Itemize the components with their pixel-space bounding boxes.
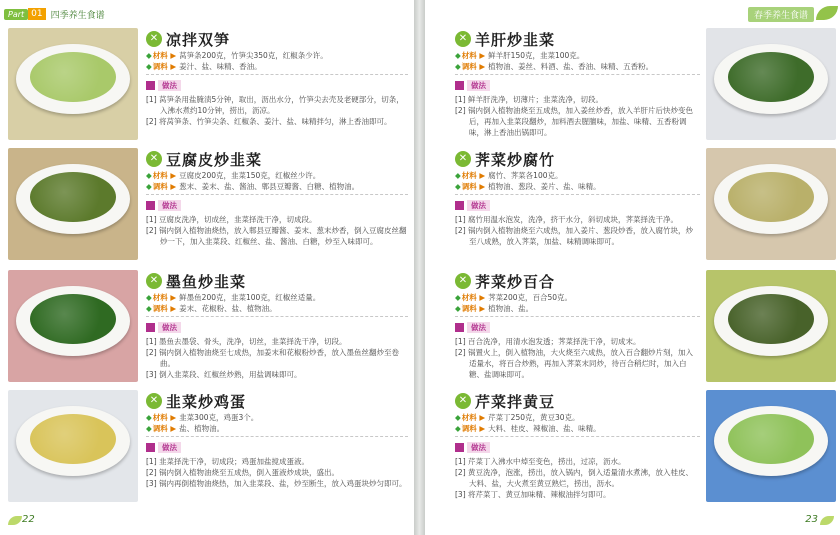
- seasonings-label: 调料: [152, 182, 168, 191]
- seasonings-text: 大料、桂皮、辣椒油、盐、味精。: [488, 424, 601, 433]
- divider: [146, 74, 408, 75]
- dish-photo: [8, 270, 138, 382]
- seasonings-label: 调料: [461, 62, 477, 71]
- dish-title-row: [455, 148, 700, 170]
- recipe-card: [8, 270, 408, 388]
- seasonings-line: [146, 303, 408, 314]
- method-label: 做法: [467, 200, 490, 211]
- food: [728, 414, 814, 464]
- materials-label: 材料: [461, 413, 477, 422]
- bullet-icon: ◆: [455, 51, 461, 60]
- fork-knife-icon: ✕: [455, 393, 471, 409]
- fork-knife-icon: ✕: [455, 31, 471, 47]
- materials-label: 材料: [152, 171, 168, 180]
- materials-tag: ◆材料 ▶: [146, 293, 177, 302]
- bullet-icon: ◆: [146, 413, 152, 422]
- recipe-text: [455, 390, 700, 500]
- dish-photo: [706, 148, 836, 260]
- divider: [455, 194, 700, 195]
- method-icon: [455, 443, 464, 452]
- seasonings-tag: ◆调料 ▶: [146, 62, 177, 71]
- food: [30, 414, 116, 464]
- dish-name: 羊肝炒韭菜: [475, 30, 556, 49]
- recipe-step: [3] 倒入韭菜段、红椒丝炒熟，用盐调味即可。: [146, 370, 302, 379]
- fork-knife-icon: ✕: [146, 393, 162, 409]
- recipe-step: [2] 锅置火上，倒入植物油，大火烧至六成热，放入百合翻炒片刻，加入适量水，将百合炒熟，再加入荠菜末同炒，待百合稍烂时，加入白糖、盐调味即可。: [455, 348, 694, 379]
- seasonings-line: [455, 423, 700, 434]
- recipe-step: [2] 锅内倒入植物油烧至六成热，加入姜片、葱段炒香，放入腐竹块，炒至八成熟，放入荠菜，加盐、味精调味即可。: [455, 226, 694, 246]
- dish-title-row: [455, 390, 700, 412]
- dish-photo: [8, 28, 138, 140]
- materials-label: 材料: [461, 171, 477, 180]
- seasonings-tag: ◆调料 ▶: [455, 62, 486, 71]
- method-label: 做法: [158, 442, 181, 453]
- method-icon: [455, 81, 464, 90]
- method-tag: [455, 442, 490, 453]
- seasonings-line: [146, 423, 408, 434]
- recipe-text: [455, 270, 700, 380]
- fork-knife-icon: ✕: [146, 151, 162, 167]
- part-number: 01: [28, 8, 45, 20]
- seasonings-line: [146, 181, 408, 192]
- book-gutter: [414, 0, 425, 535]
- seasonings-tag: ◆调料 ▶: [455, 424, 486, 433]
- materials-line: [146, 170, 408, 181]
- section-title: 四季养生食谱: [50, 10, 105, 21]
- materials-tag: ◆材料 ▶: [455, 293, 486, 302]
- divider: [146, 436, 408, 437]
- recipe-card: [455, 270, 836, 388]
- materials-text: 鲜羊肝150克，韭菜100克。: [488, 51, 585, 60]
- bullet-icon: ◆: [455, 304, 461, 313]
- materials-tag: ◆材料 ▶: [455, 413, 486, 422]
- recipe-step: [1] 芹菜丁入沸水中焯至变色，捞出，过凉，沥水。: [455, 457, 626, 466]
- leaf-icon: [816, 6, 838, 20]
- recipe-step: [1] 墨鱼去墨袋、骨头，洗净，切丝，韭菜择洗干净，切段。: [146, 337, 347, 346]
- part-label: Part: [4, 9, 28, 20]
- seasonings-text: 姜末、花椒粉、盐、植物油。: [179, 304, 277, 313]
- seasonings-label: 调料: [461, 182, 477, 191]
- section-title: 春季养生食谱: [748, 7, 814, 22]
- method-label: 做法: [467, 322, 490, 333]
- bullet-icon: ◆: [146, 171, 152, 180]
- method-label: 做法: [158, 322, 181, 333]
- bullet-icon: ◆: [455, 182, 461, 191]
- recipe-text: [455, 28, 700, 138]
- materials-text: 鲜墨鱼200克，韭菜100克，红椒丝适量。: [179, 293, 321, 302]
- divider: [455, 74, 700, 75]
- dish-title-row: [146, 270, 408, 292]
- recipe-step: [1] 鲜羊肝洗净，切薄片；韭菜洗净，切段。: [455, 95, 604, 104]
- dish-name: 墨鱼炒韭菜: [166, 272, 247, 291]
- recipe-card: [8, 390, 408, 508]
- materials-text: 腐竹、荠菜各100克。: [488, 171, 563, 180]
- bullet-icon: ◆: [455, 62, 461, 71]
- seasonings-text: 葱末、姜末、盐、酱油、郫县豆瓣酱、白糖、植物油。: [179, 182, 360, 191]
- recipe-step: [2] 将莴笋条、竹笋尖条、红椒条、姜汁、盐、味精拌匀，淋上香油即可。: [146, 117, 392, 126]
- materials-line: [146, 412, 408, 423]
- leaf-icon: [820, 516, 834, 525]
- recipe-card: [455, 28, 836, 146]
- food: [30, 52, 116, 102]
- materials-tag: ◆材料 ▶: [455, 51, 486, 60]
- method-icon: [146, 323, 155, 332]
- right-page: [425, 0, 840, 535]
- divider: [146, 316, 408, 317]
- method-icon: [146, 81, 155, 90]
- materials-label: 材料: [152, 51, 168, 60]
- seasonings-label: 调料: [152, 304, 168, 313]
- recipe-card: [455, 390, 836, 508]
- method-tag: [455, 200, 490, 211]
- materials-tag: ◆材料 ▶: [146, 171, 177, 180]
- food: [728, 172, 814, 222]
- materials-text: 芹菜丁250克，黄豆30克。: [488, 413, 580, 422]
- seasonings-line: [455, 181, 700, 192]
- food: [30, 294, 116, 344]
- method-icon: [146, 201, 155, 210]
- recipe-text: [146, 390, 408, 489]
- recipe-step: [2] 黄豆洗净，泡涨，捞出，放入锅内，倒入适量清水煮沸，放入桂皮、大料、盐，大火煮至黄豆熟烂，捞出，沥水。: [455, 468, 694, 488]
- dish-title-row: [146, 28, 408, 50]
- dish-name: 荠菜炒百合: [475, 272, 556, 291]
- materials-text: 莴笋条200克，竹笋尖350克，红椒条少许。: [179, 51, 328, 60]
- seasonings-tag: ◆调料 ▶: [146, 304, 177, 313]
- dish-name: 豆腐皮炒韭菜: [166, 150, 263, 169]
- dish-title-row: [455, 270, 700, 292]
- fork-knife-icon: ✕: [455, 151, 471, 167]
- seasonings-text: 植物油、葱段、姜片、盐、味精。: [488, 182, 601, 191]
- method-icon: [146, 443, 155, 452]
- materials-line: [146, 50, 408, 61]
- method-label: 做法: [467, 80, 490, 91]
- seasonings-line: [146, 61, 408, 72]
- recipe-text: [455, 148, 700, 247]
- seasonings-tag: ◆调料 ▶: [455, 304, 486, 313]
- seasonings-label: 调料: [461, 424, 477, 433]
- seasonings-label: 调料: [152, 62, 168, 71]
- seasonings-text: 植物油、姜丝、料酒、盐、香油、味精、五香粉。: [488, 62, 654, 71]
- page-number: 23: [805, 514, 818, 525]
- recipe-step: [1] 百合洗净，用清水泡发透；荠菜择洗干净，切成末。: [455, 337, 641, 346]
- fork-knife-icon: ✕: [146, 31, 162, 47]
- method-tag: [455, 322, 490, 333]
- dish-title-row: [146, 148, 408, 170]
- bullet-icon: ◆: [455, 171, 461, 180]
- recipe-step: [2] 锅内倒入植物油烧至七成热，加姜末和花椒粉炒香，放入墨鱼丝翻炒至卷曲。: [146, 348, 400, 368]
- method-tag: [146, 80, 181, 91]
- materials-line: [146, 292, 408, 303]
- materials-text: 豆腐皮200克，韭菜150克，红椒丝少许。: [179, 171, 321, 180]
- materials-tag: ◆材料 ▶: [455, 171, 486, 180]
- materials-line: [455, 292, 700, 303]
- dish-name: 凉拌双笋: [166, 30, 231, 49]
- divider: [146, 194, 408, 195]
- running-head: [4, 6, 105, 22]
- recipe-step: [2] 锅内倒入植物油烧热，放入郫县豆瓣酱、姜末、葱末炒香，倒入豆腐皮丝翻炒一下，加入韭菜段、红椒丝、盐、酱油、白糖，炒至入味即可。: [146, 226, 407, 246]
- bullet-icon: ◆: [455, 413, 461, 422]
- materials-label: 材料: [461, 293, 477, 302]
- left-page: [0, 0, 414, 535]
- method-tag: [146, 442, 181, 453]
- dish-title-row: [146, 390, 408, 412]
- dish-photo: [706, 270, 836, 382]
- dish-name: 荠菜炒腐竹: [475, 150, 556, 169]
- seasonings-text: 植物油、盐。: [488, 304, 534, 313]
- dish-photo: [706, 28, 836, 140]
- leaf-icon: [8, 516, 22, 525]
- recipe-step: [2] 锅内倒入植物油烧至五成热，倒入蛋液炒成块，盛出。: [146, 468, 340, 477]
- running-head: [746, 6, 814, 22]
- dish-name: 韭菜炒鸡蛋: [166, 392, 247, 411]
- food: [728, 52, 814, 102]
- materials-line: [455, 412, 700, 423]
- seasonings-label: 调料: [461, 304, 477, 313]
- recipe-text: [146, 148, 408, 247]
- seasonings-line: [455, 303, 700, 314]
- dish-photo: [8, 148, 138, 260]
- recipe-card: [8, 148, 408, 266]
- recipe-step: [1] 莴笋条用盐腌渍5分钟，取出，沥出水分，竹笋尖去壳及老硬部分，切条，入沸水煮约10分钟，捞出，沥凉。: [146, 95, 404, 115]
- materials-line: [455, 170, 700, 181]
- seasonings-text: 盐、植物油。: [179, 424, 225, 433]
- seasonings-text: 姜汁、盐、味精、香油。: [179, 62, 262, 71]
- materials-line: [455, 50, 700, 61]
- fork-knife-icon: ✕: [146, 273, 162, 289]
- recipe-step: [2] 锅内倒入植物油烧至五成热，加入姜丝炒香，放入羊肝片后快炒变色后，再加入韭菜段翻炒，加料酒去腥膻味，加盐、味精、五香粉调味，淋上香油出锅即可。: [455, 106, 694, 137]
- page-number: 22: [22, 514, 35, 525]
- method-tag: [455, 80, 490, 91]
- seasonings-tag: ◆调料 ▶: [455, 182, 486, 191]
- recipe-text: [146, 28, 408, 127]
- seasonings-label: 调料: [152, 424, 168, 433]
- bullet-icon: ◆: [146, 304, 152, 313]
- dish-name: 芹菜拌黄豆: [475, 392, 556, 411]
- method-tag: [146, 200, 181, 211]
- recipe-step: [3] 将芹菜丁、黄豆加味精、辣椒油拌匀即可。: [455, 490, 611, 499]
- recipe-step: [1] 韭菜择洗干净，切成段；鸡蛋加盐搅成蛋液。: [146, 457, 310, 466]
- bullet-icon: ◆: [455, 293, 461, 302]
- dish-photo: [706, 390, 836, 502]
- food: [30, 172, 116, 222]
- divider: [455, 316, 700, 317]
- materials-label: 材料: [461, 51, 477, 60]
- recipe-step: [1] 豆腐皮洗净，切成丝，韭菜择洗干净，切成段。: [146, 215, 317, 224]
- recipe-card: [455, 148, 836, 266]
- method-label: 做法: [158, 80, 181, 91]
- materials-text: 荠菜200克，百合50克。: [488, 293, 573, 302]
- bullet-icon: ◆: [146, 62, 152, 71]
- bullet-icon: ◆: [455, 424, 461, 433]
- recipe-step: [1] 腐竹用温水泡发，洗净，挤干水分，斜切成块，荠菜择洗干净。: [455, 215, 679, 224]
- bullet-icon: ◆: [146, 51, 152, 60]
- method-label: 做法: [467, 442, 490, 453]
- seasonings-tag: ◆调料 ▶: [146, 424, 177, 433]
- method-label: 做法: [158, 200, 181, 211]
- method-tag: [146, 322, 181, 333]
- seasonings-tag: ◆调料 ▶: [146, 182, 177, 191]
- method-icon: [455, 323, 464, 332]
- food: [728, 294, 814, 344]
- method-icon: [455, 201, 464, 210]
- dish-title-row: [455, 28, 700, 50]
- materials-label: 材料: [152, 413, 168, 422]
- recipe-text: [146, 270, 408, 380]
- bullet-icon: ◆: [146, 293, 152, 302]
- seasonings-line: [455, 61, 700, 72]
- materials-tag: ◆材料 ▶: [146, 51, 177, 60]
- recipe-step: [3] 锅内再倒植物油烧热，加入韭菜段、盐，炒至断生，放入鸡蛋块炒匀即可。: [146, 479, 407, 488]
- divider: [455, 436, 700, 437]
- fork-knife-icon: ✕: [455, 273, 471, 289]
- bullet-icon: ◆: [146, 182, 152, 191]
- materials-text: 韭菜300克，鸡蛋3个。: [179, 413, 259, 422]
- materials-tag: ◆材料 ▶: [146, 413, 177, 422]
- dish-photo: [8, 390, 138, 502]
- recipe-card: [8, 28, 408, 146]
- bullet-icon: ◆: [146, 424, 152, 433]
- materials-label: 材料: [152, 293, 168, 302]
